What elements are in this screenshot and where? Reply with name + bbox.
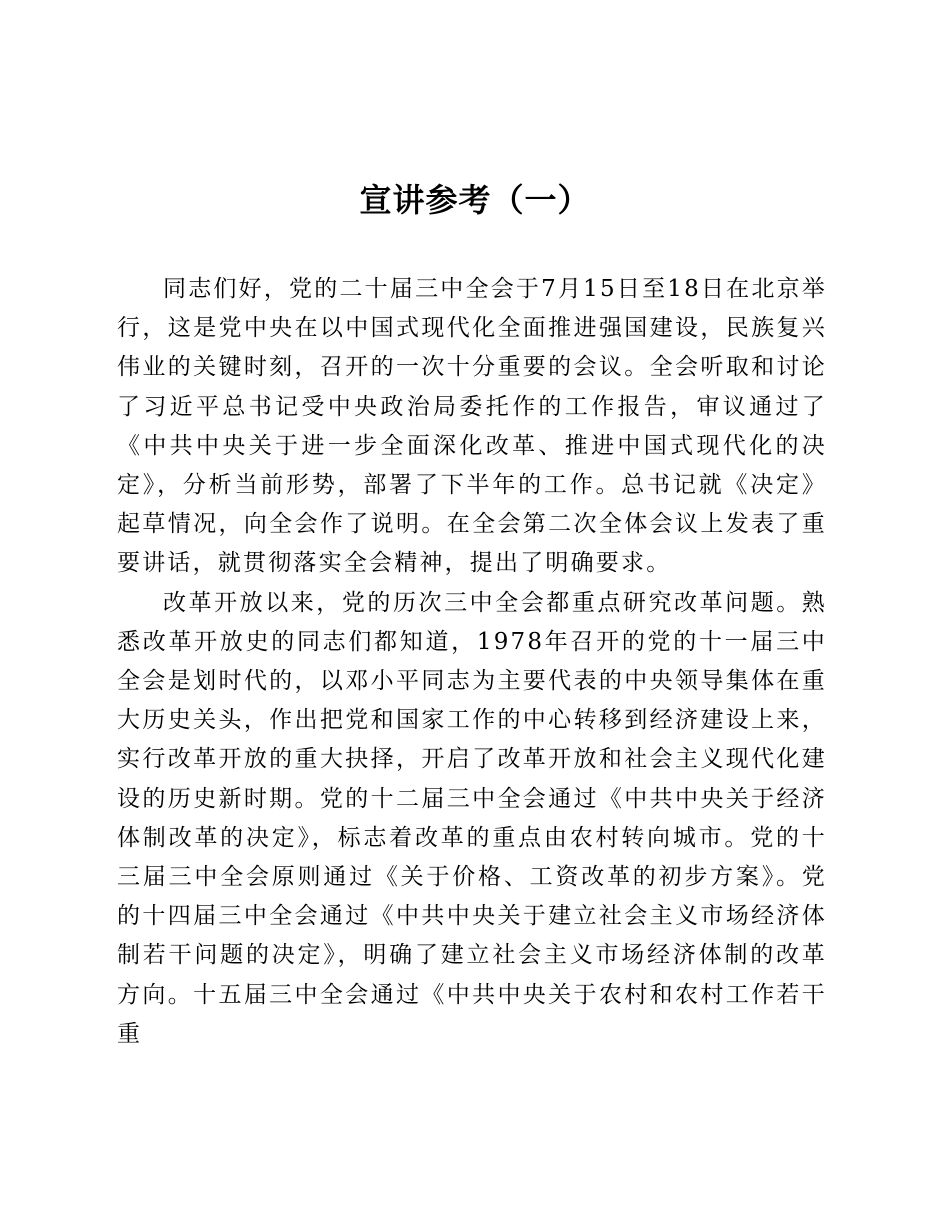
paragraph-2: 改革开放以来，党的历次三中全会都重点研究改革问题。熟悉改革开放史的同志们都知道，1978年召开的党的十一届三中全会是划时代的，以邓小平同志为主要代表的中央领导集体在重大历史关头，作出把党和国家工作的中心转移到经济建设上来，实行改革开放的重大抉择，开启了改革开放和社会主义现代化建设的历史新时期。党的十二届三中全会通过《中共中央关于经济体制改革的决定》，标志着改革的重点由农村转向城市。党的十三届三中全会原则通过《关于价格、工资改革的初步方案》。党的十四届三中全会通过《中共中央关于建立社会主义市场经济体制若干问题的决定》，明确了建立社会主义市场经济体制的改革方向。十五届三中全会通过《中共中央关于农村和农村工作若干重	[117, 589, 827, 1047]
paragraph-1: 同志们好，党的二十届三中全会于7月15日至18日在北京举行，这是党中央在以中国式现代化全面推进强国建设，民族复兴伟业的关键时刻，召开的一次十分重要的会议。全会听取和讨论了习近平总书记受中央政治局委托作的工作报告，审议通过了《中共中央关于进一步全面深化改革、推进中国式现代化的决定》，分析当前形势，部署了下半年的工作。总书记就《决定》起草情况，向全会作了说明。在全会第二次全体会议上发表了重要讲话，就贯彻落实全会精神，提出了明确要求。	[117, 276, 827, 577]
document-body	[117, 270, 827, 1054]
document-title: 宣讲参考（一）	[359, 181, 591, 219]
